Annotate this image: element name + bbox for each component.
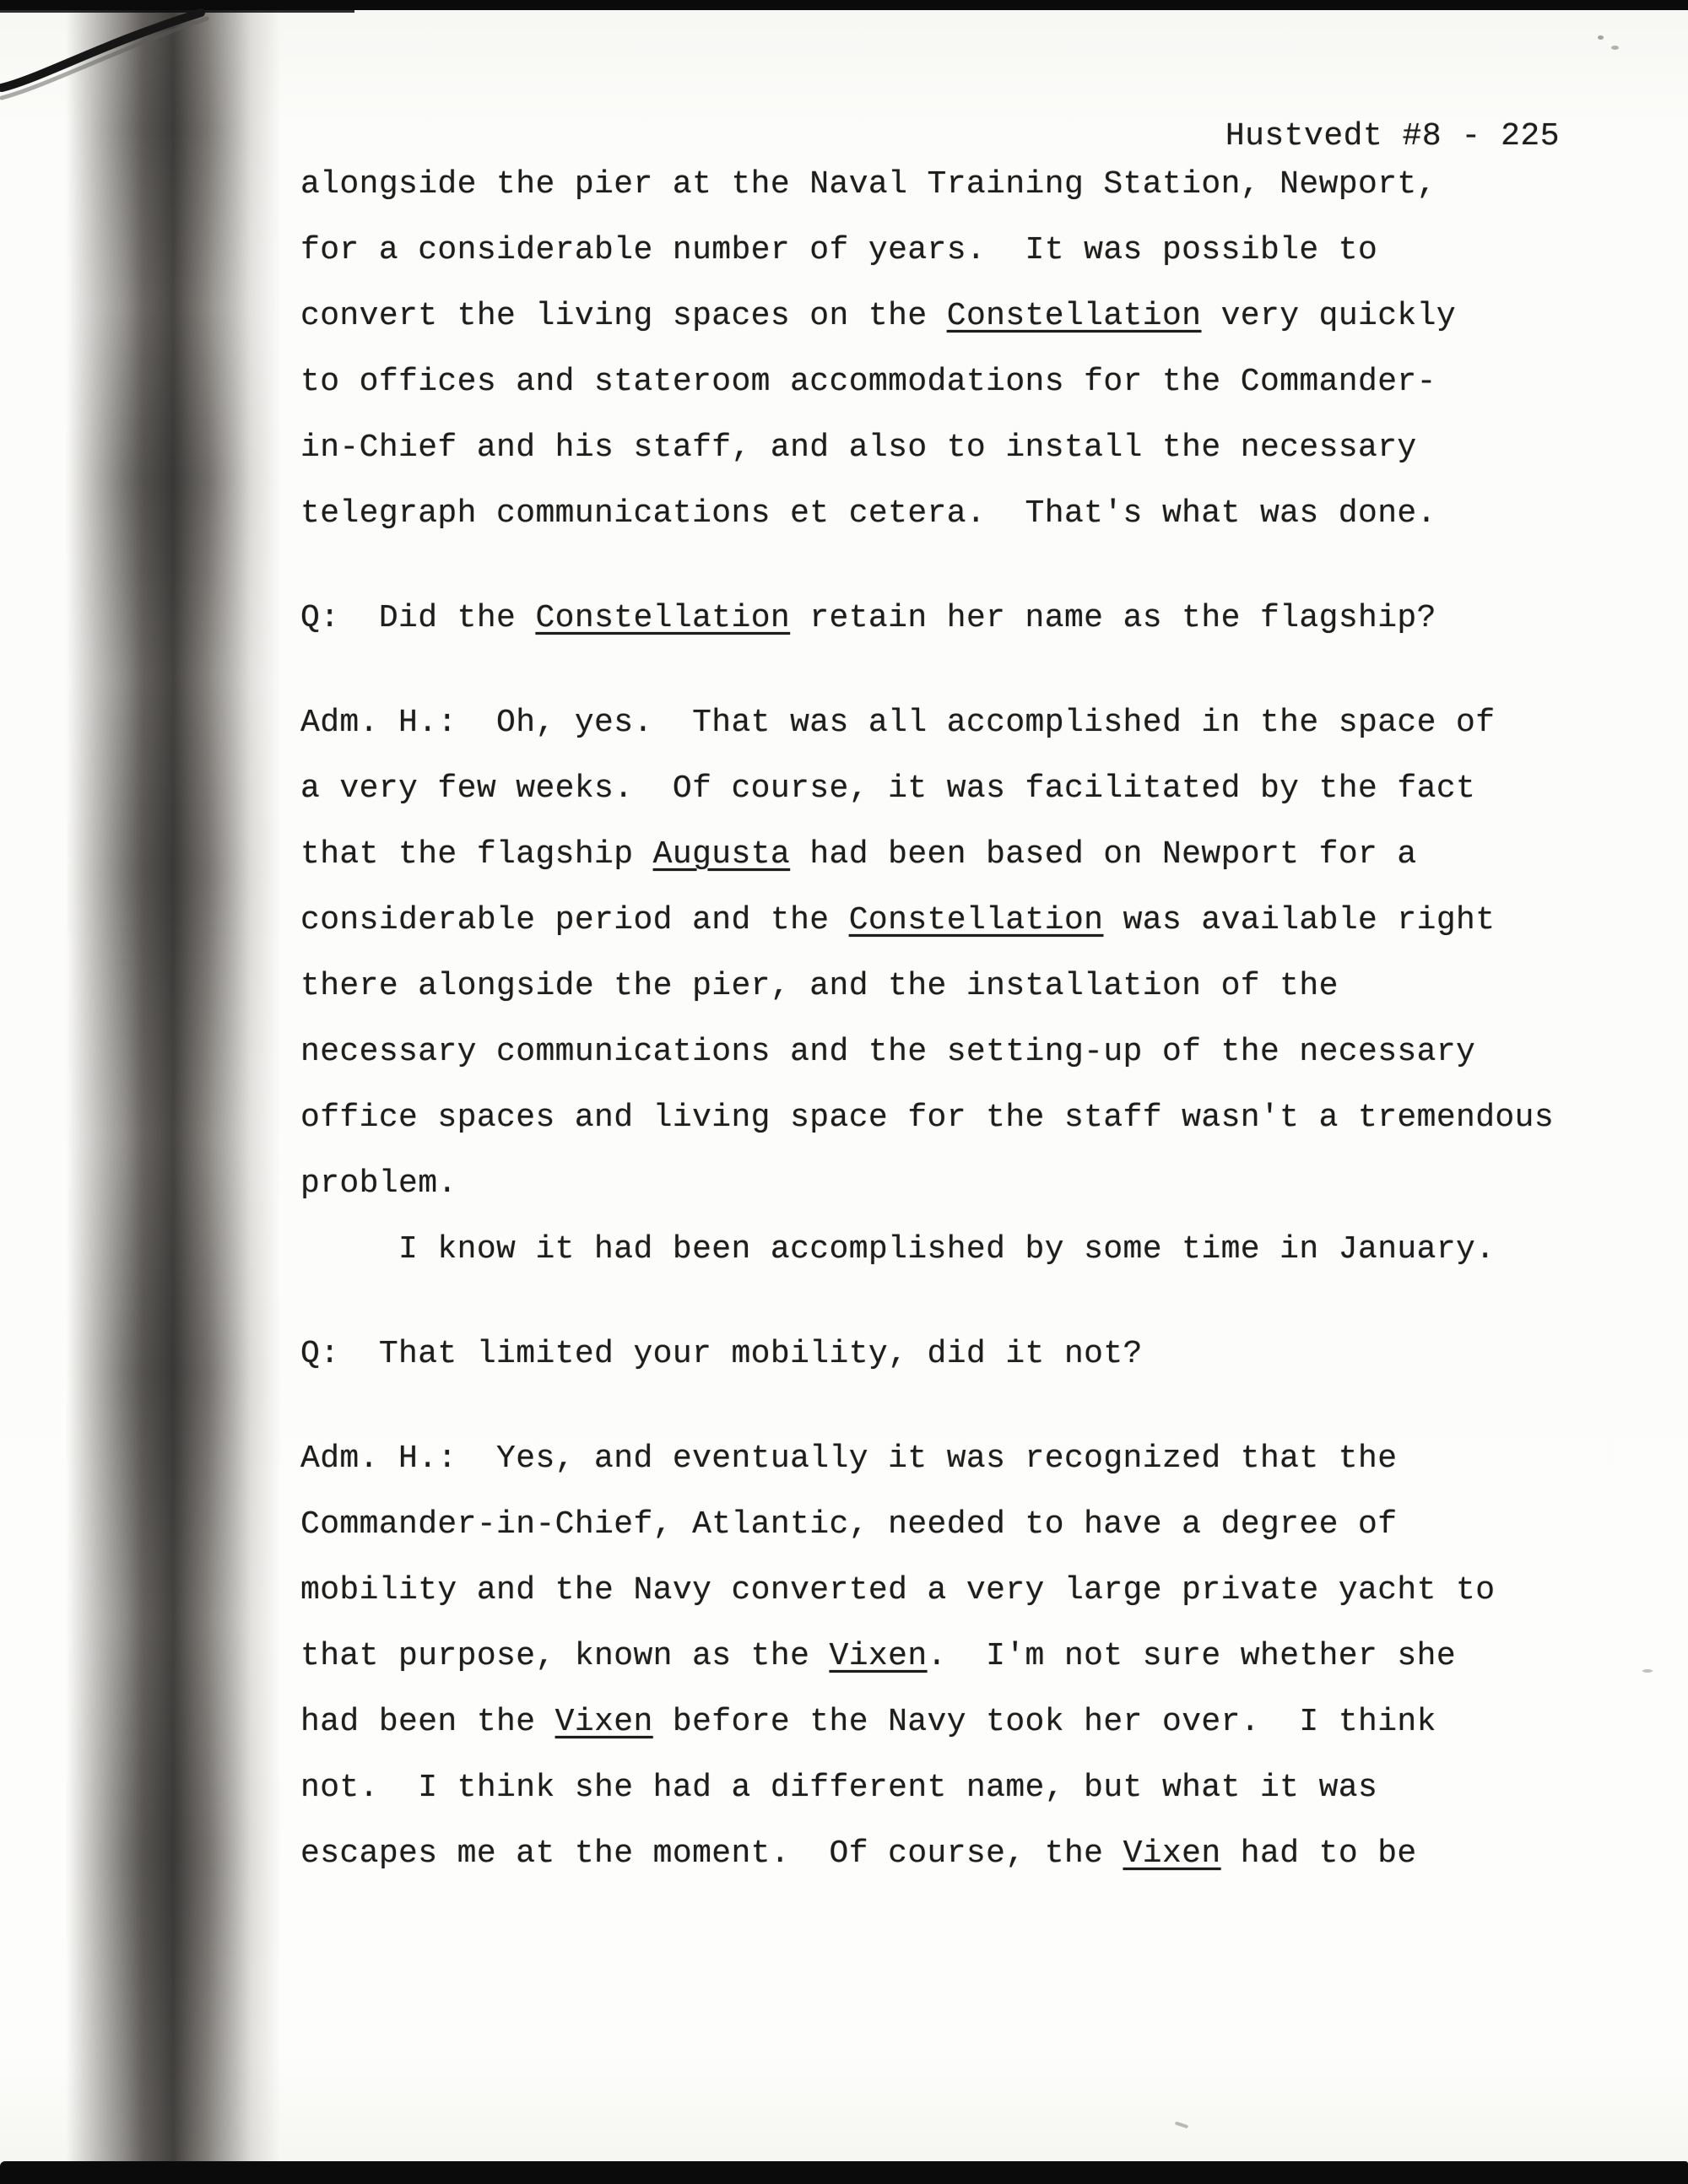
underlined-ship-name: Constellation <box>535 600 791 636</box>
text-line <box>300 1755 1617 1821</box>
underlined-ship-name: Vixen <box>1123 1835 1221 1872</box>
text-segment: that the flagship <box>300 836 653 873</box>
underlined-ship-name: Constellation <box>946 298 1202 334</box>
binding-shadow-texture <box>66 0 281 2184</box>
text-segment: a very few weeks. Of course, it was facilitated by the fact <box>300 770 1476 807</box>
text-segment: . I'm not sure whether she <box>927 1638 1457 1674</box>
text-line <box>300 586 1617 651</box>
text-segment: Commander-in-Chief, Atlantic, needed to have a degree of <box>300 1506 1398 1543</box>
text-segment: Q: That limited your mobility, did it not? <box>300 1336 1143 1372</box>
text-line <box>300 481 1617 547</box>
page-header: Hustvedt #8 - 225 <box>1225 118 1560 154</box>
text-line <box>300 415 1617 481</box>
scan-speck <box>1175 2122 1188 2129</box>
text-line <box>300 1151 1617 1217</box>
text-line <box>300 1624 1617 1689</box>
text-segment: mobility and the Navy converted a very large private yacht to <box>300 1572 1496 1608</box>
text-line <box>300 284 1617 349</box>
text-segment: problem. <box>300 1165 457 1202</box>
text-segment: considerable period and the <box>300 902 849 938</box>
paragraph <box>300 586 1617 651</box>
scan-speck <box>1598 35 1604 40</box>
text-line <box>300 1689 1617 1755</box>
scan-bottom-edge <box>0 2161 1688 2184</box>
scan-speck <box>1611 46 1619 50</box>
text-line <box>300 954 1617 1019</box>
underlined-ship-name: Vixen <box>829 1638 928 1674</box>
text-segment: had to be <box>1220 1835 1417 1872</box>
text-line <box>300 1019 1617 1085</box>
paragraph <box>300 152 1617 547</box>
text-line <box>300 888 1617 954</box>
text-segment: alongside the pier at the Naval Training Station, Newport, <box>300 166 1436 203</box>
text-segment: in-Chief and his staff, and also to install the necessary <box>300 430 1417 466</box>
text-segment: office spaces and living space for the staff wasn't a tremendous <box>300 1100 1555 1136</box>
text-line <box>300 690 1617 756</box>
paragraph <box>300 690 1617 1283</box>
text-segment: very quickly <box>1201 298 1457 334</box>
text-line <box>300 349 1617 415</box>
underlined-ship-name: Constellation <box>848 902 1104 938</box>
text-segment: before the Navy took her over. I think <box>652 1704 1436 1740</box>
text-segment: had been the <box>300 1704 555 1740</box>
document-body <box>300 152 1617 1887</box>
text-segment: convert the living spaces on the <box>300 298 947 334</box>
text-segment: that purpose, known as the <box>300 1638 830 1674</box>
text-line <box>300 152 1617 218</box>
text-segment: necessary communications and the setting-up of the necessary <box>300 1034 1476 1070</box>
text-line <box>300 218 1617 284</box>
text-line <box>300 1217 1617 1283</box>
text-segment: telegraph communications et cetera. That's what was done. <box>300 495 1436 532</box>
text-segment: escapes me at the moment. Of course, the <box>300 1835 1123 1872</box>
text-segment: for a considerable number of years. It was possible to <box>300 232 1378 268</box>
text-segment: was available right <box>1103 902 1496 938</box>
text-line <box>300 1426 1617 1492</box>
paragraph <box>300 1322 1617 1387</box>
underlined-ship-name: Augusta <box>652 836 791 873</box>
text-segment: retain her name as the flagship? <box>790 600 1436 636</box>
text-segment: had been based on Newport for a <box>790 836 1417 873</box>
text-segment: Adm. H.: Yes, and eventually it was recognized that the <box>300 1441 1398 1477</box>
scan-speck <box>1642 1669 1653 1673</box>
text-segment: Q: Did the <box>300 600 536 636</box>
text-line <box>300 1558 1617 1624</box>
text-segment: to offices and stateroom accommodations for the Commander- <box>300 364 1436 400</box>
text-line <box>300 1492 1617 1558</box>
text-line <box>300 1322 1617 1387</box>
text-line <box>300 756 1617 822</box>
underlined-ship-name: Vixen <box>555 1704 653 1740</box>
text-segment: not. I think she had a different name, but what it was <box>300 1770 1378 1806</box>
scan-top-edge <box>0 0 1688 110</box>
text-line <box>300 822 1617 888</box>
paragraph <box>300 1426 1617 1887</box>
text-segment: there alongside the pier, and the installation of the <box>300 968 1339 1004</box>
text-line <box>300 1821 1617 1887</box>
text-segment: Adm. H.: Oh, yes. That was all accomplished in the space of <box>300 705 1496 741</box>
text-line <box>300 1085 1617 1151</box>
text-segment: I know it had been accomplished by some time in January. <box>300 1231 1496 1268</box>
